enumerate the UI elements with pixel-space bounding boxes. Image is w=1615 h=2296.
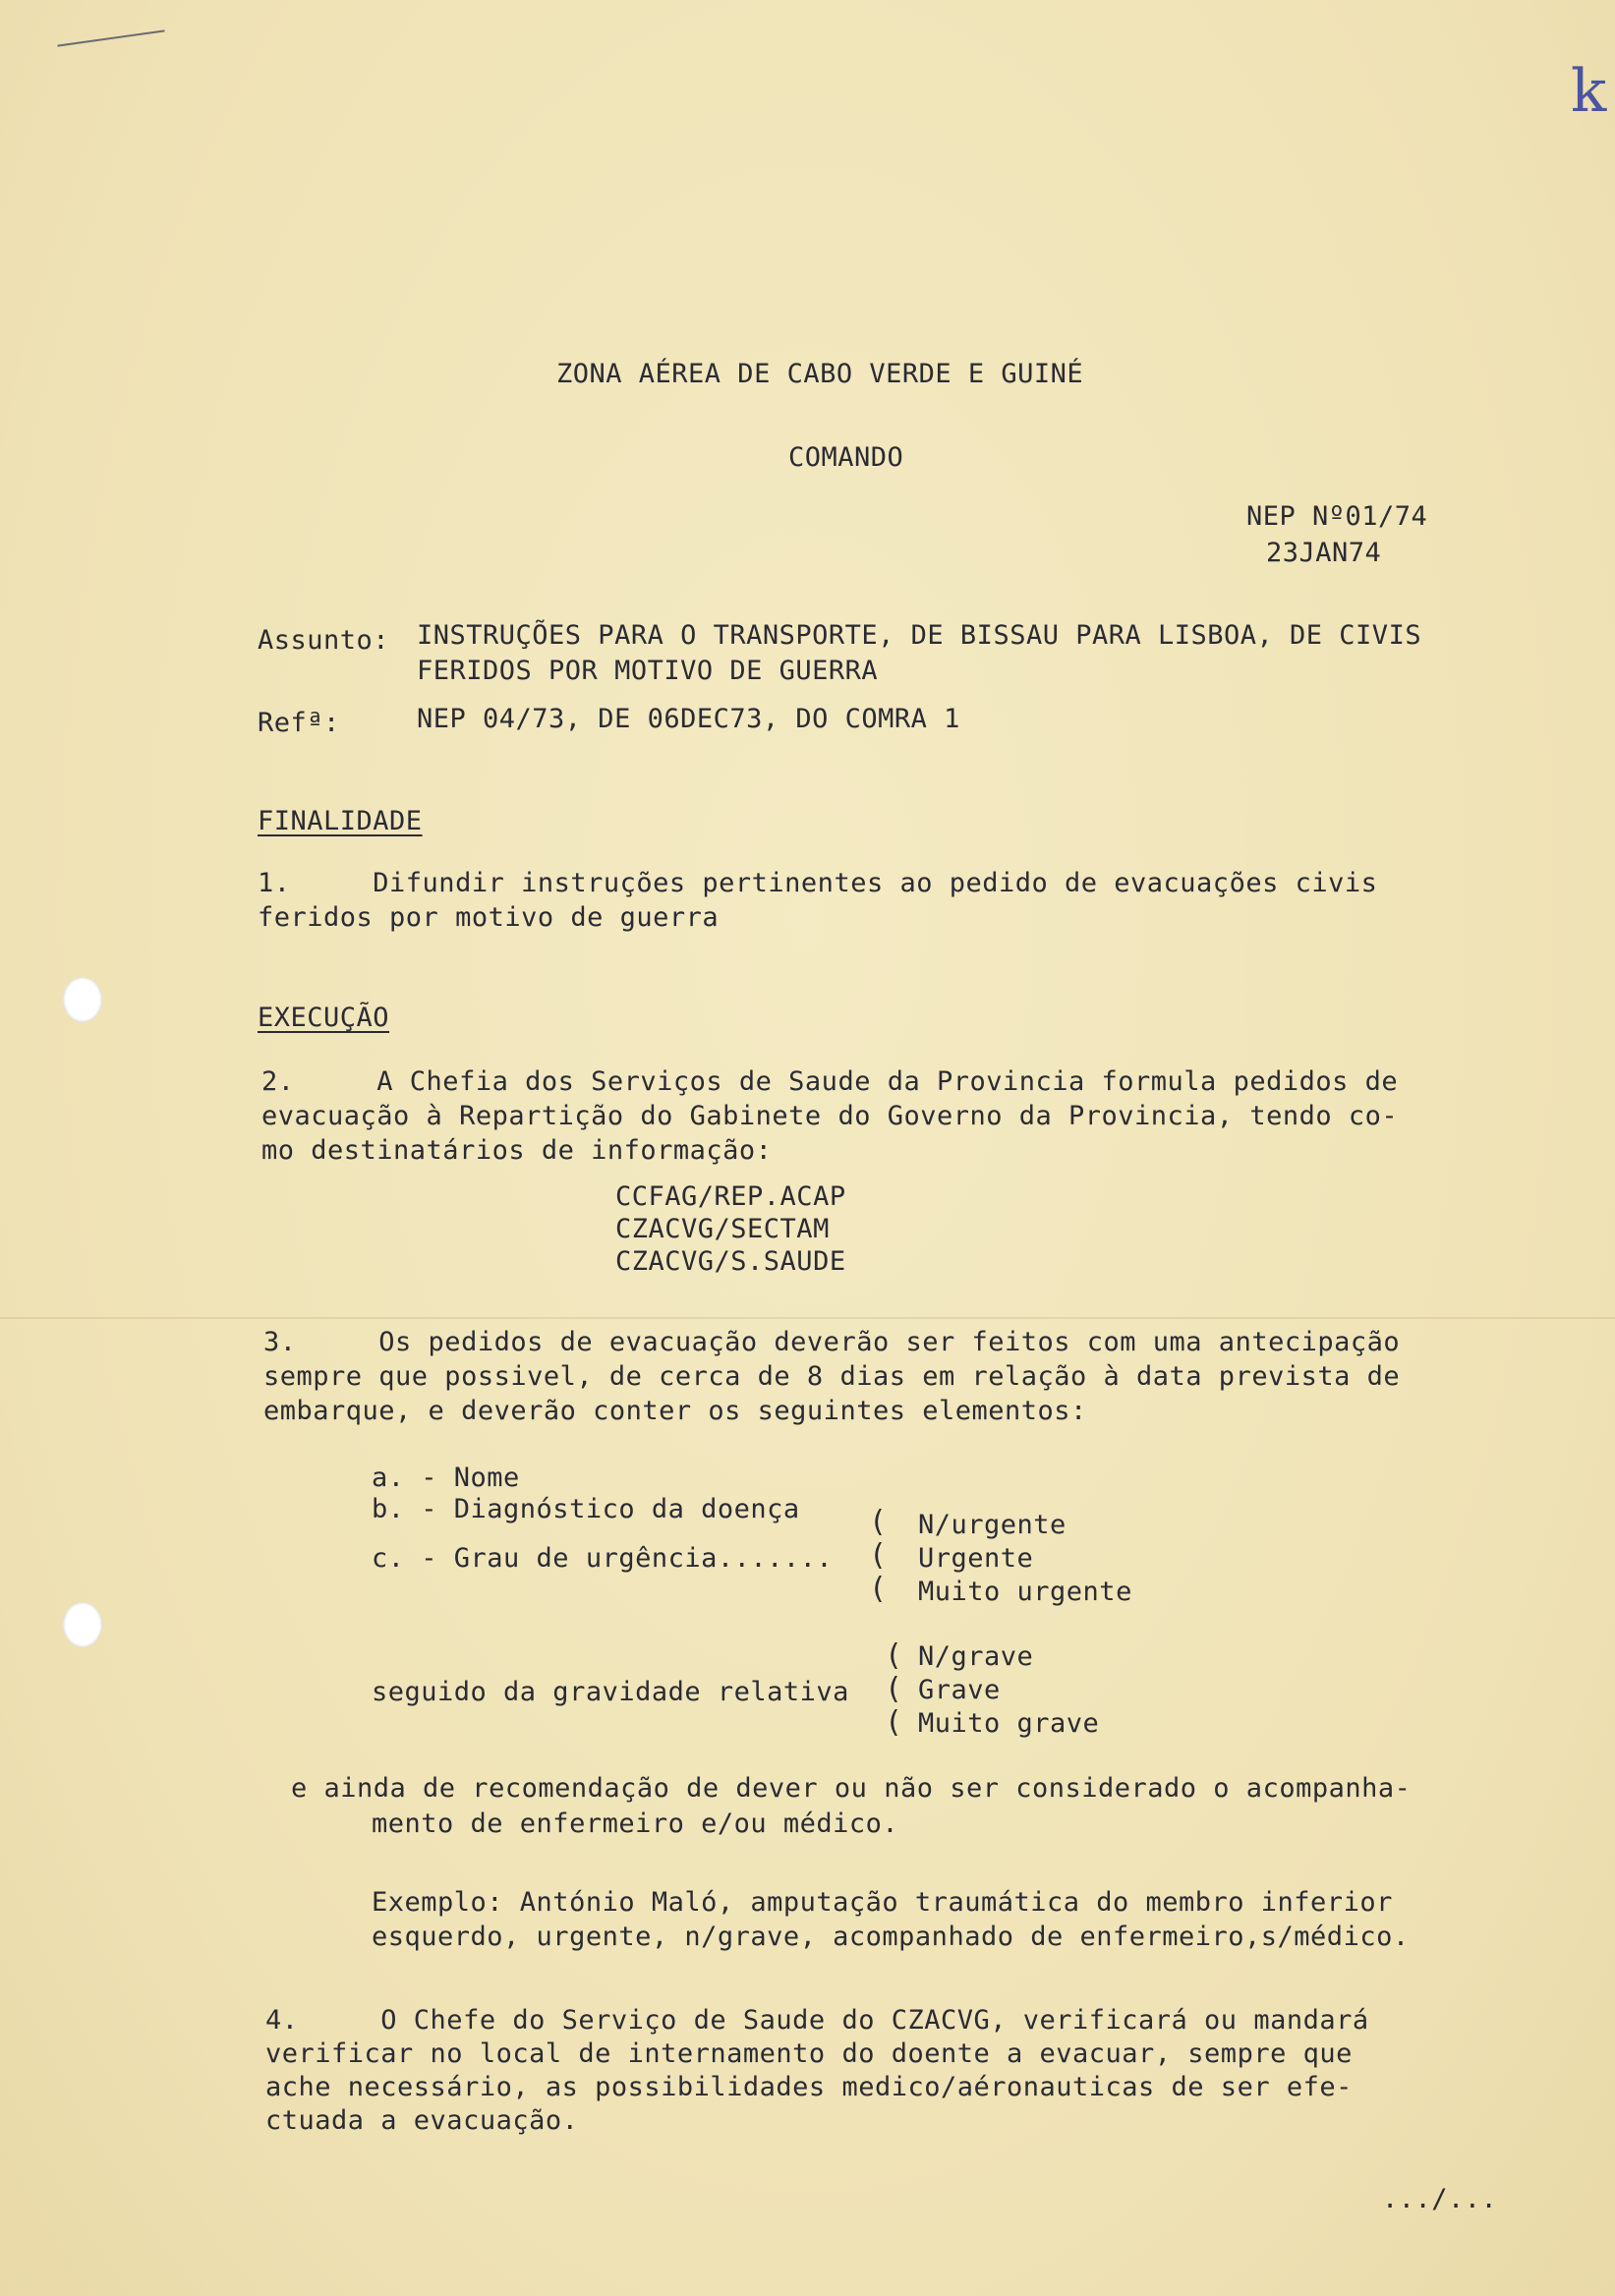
paragraph-1-line-2: feridos por motivo de guerra xyxy=(258,902,720,933)
item-c: c. - Grau de urgência....... xyxy=(372,1543,834,1574)
punch-hole-top xyxy=(63,977,102,1022)
paragraph-3-line-3: embarque, e deverão conter os seguintes elementos: xyxy=(263,1396,1087,1426)
bracket-urgency-1: ( xyxy=(869,1505,888,1539)
subject-label: Assunto: xyxy=(258,625,390,656)
paragraph-1-line-1: 1. Difundir instruções pertinentes ao pedido de evacuações civis xyxy=(258,868,1378,898)
severity-option-3: Muito grave xyxy=(918,1708,1100,1739)
example-line-1: Exemplo: António Maló, amputação traumática do membro inferior xyxy=(372,1887,1393,1918)
severity-option-1: N/grave xyxy=(918,1641,1034,1672)
bracket-severity-3: ( xyxy=(885,1705,903,1740)
paragraph-4-line-1: 4. O Chefe do Serviço de Saude do CZACVG, verificará ou mandará xyxy=(265,2005,1369,2036)
paragraph-2-line-1: 2. A Chefia dos Serviços de Saude da Provincia formula pedidos de xyxy=(261,1066,1399,1097)
recipient-1: CCFAG/REP.ACAP xyxy=(615,1181,846,1212)
paragraph-4-line-2: verificar no local de internamento do doente a evacuar, sempre que xyxy=(265,2038,1353,2069)
subject-line-1: INSTRUÇÕES PARA O TRANSPORTE, DE BISSAU PARA LISBOA, DE CIVIS xyxy=(417,620,1422,651)
item-a: a. - Nome xyxy=(372,1463,520,1493)
urgency-option-1: N/urgente xyxy=(918,1510,1067,1540)
urgency-option-3: Muito urgente xyxy=(918,1577,1132,1607)
document-date: 23JAN74 xyxy=(1266,538,1382,568)
bracket-urgency-2: ( xyxy=(869,1538,888,1573)
punch-hole-bottom xyxy=(63,1602,102,1647)
bracket-severity-2: ( xyxy=(885,1672,903,1706)
header-command: COMANDO xyxy=(788,442,904,473)
paragraph-4-line-4: ctuada a evacuação. xyxy=(265,2105,579,2136)
continuation-mark: .../... xyxy=(1382,2184,1498,2214)
section-heading-finalidade: FINALIDADE xyxy=(258,806,423,836)
recommendation-line-1: e ainda de recomendação de dever ou não ser considerado o acompanha- xyxy=(291,1773,1412,1804)
item-b: b. - Diagnóstico da doença xyxy=(372,1494,800,1524)
paragraph-3-line-2: sempre que possivel, de cerca de 8 dias em relação à data prevista de xyxy=(263,1361,1401,1392)
paragraph-4-line-3: ache necessário, as possibilidades medico/aéronauticas de ser efe- xyxy=(265,2072,1353,2102)
paragraph-2-line-2: evacuação à Repartição do Gabinete do Governo da Provincia, tendo co- xyxy=(261,1101,1399,1131)
recipient-3: CZACVG/S.SAUDE xyxy=(615,1246,846,1277)
reference-label: Refª: xyxy=(258,708,340,738)
reference-value: NEP 04/73, DE 06DEC73, DO COMRA 1 xyxy=(417,704,960,734)
header-org: ZONA AÉREA DE CABO VERDE E GUINÉ xyxy=(556,359,1084,389)
paragraph-3-line-1: 3. Os pedidos de evacuação deverão ser feitos com uma antecipação xyxy=(263,1327,1401,1357)
recipient-2: CZACVG/SECTAM xyxy=(615,1214,830,1244)
recommendation-line-2: mento de enfermeiro e/ou médico. xyxy=(372,1808,899,1839)
document-number: NEP Nº01/74 xyxy=(1246,501,1428,532)
paper-fold-line xyxy=(0,1317,1615,1319)
paragraph-2-line-3: mo destinatários de informação: xyxy=(261,1135,773,1166)
example-line-2: esquerdo, urgente, n/grave, acompanhado de enfermeiro,s/médico. xyxy=(372,1922,1410,1952)
urgency-option-2: Urgente xyxy=(918,1543,1034,1574)
handwritten-mark: k xyxy=(1571,57,1607,126)
severity-option-2: Grave xyxy=(918,1675,1001,1705)
subject-line-2: FERIDOS POR MOTIVO DE GUERRA xyxy=(417,656,879,686)
severity-label: seguido da gravidade relativa xyxy=(372,1677,849,1707)
section-heading-execucao: EXECUÇÃO xyxy=(258,1003,390,1033)
bracket-urgency-3: ( xyxy=(869,1572,888,1606)
bracket-severity-1: ( xyxy=(885,1638,903,1673)
